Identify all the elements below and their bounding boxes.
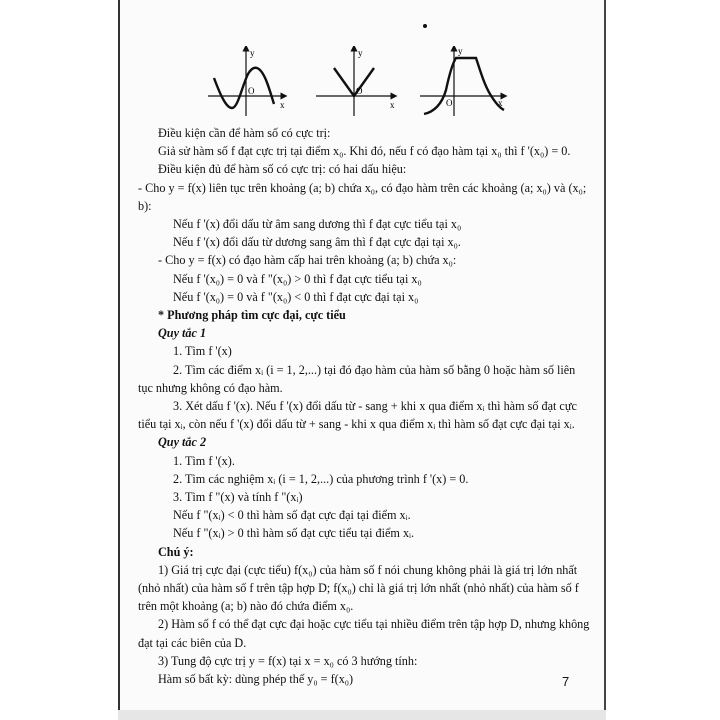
axis-x-label: x	[280, 100, 285, 110]
text-line: 2) Hàm số f có thể đạt cực đại hoặc cực tiểu tại nhiều điểm trên tập hợp D, nhưng không đạt tại các biên của D.	[138, 617, 590, 650]
body-text	[138, 124, 590, 688]
axis-x-label-2: x	[390, 100, 395, 110]
text-line: 3. Tìm f "(x) và tính f "(xᵢ)	[173, 490, 303, 505]
text-line: 1) Giá trị cực đại (cực tiểu) f(x₀) của hàm số f nói chung không phải là giá trị lớn nhất (nhỏ nhất) của hàm số f trên tập hợp D; f(x₀) chỉ là giá trị lớn nhất (nhỏ nhất) của hàm số f trên một khoảng (a; b) nào đó chứa điểm x₀.	[138, 562, 579, 614]
page-edge	[118, 710, 606, 720]
text-line: Nếu f '(x) đổi dấu từ dương sang âm thì f đạt cực đại tại x₀.	[173, 235, 461, 250]
text-line: Điều kiện cần để hàm số có cực trị:	[158, 126, 331, 140]
rule-heading: Quy tắc 2	[158, 435, 207, 450]
graph-abs	[316, 48, 395, 116]
origin-label-2: O	[356, 86, 363, 96]
axis-y-label: y	[250, 48, 255, 58]
graph-cubic	[208, 48, 285, 116]
text-line: 1. Tìm f '(x)	[173, 344, 232, 359]
origin-label-3: O	[446, 98, 453, 108]
text-line: 3. Xét dấu f '(x). Nếu f '(x) đổi dấu từ - sang + khi x qua điểm xᵢ thì hàm số đạt cực tiểu tại xᵢ, còn nếu f '(x) đổi dấu từ + sang - khi x qua điểm xᵢ thì hàm số đạt cực đại tại xᵢ.	[138, 399, 577, 432]
text-line: Nếu f '(x) đổi dấu từ âm sang dương thì f đạt cực tiểu tại x₀	[173, 217, 462, 232]
axis-x-label-3: x	[498, 98, 503, 108]
note-heading: Chú ý:	[158, 544, 194, 559]
graph-piecewise	[420, 46, 504, 116]
ink-dot	[423, 24, 427, 28]
text-line: Giả sử hàm số f đạt cực trị tại điểm x₀. Khi đó, nếu f có đạo hàm tại x₀ thì f '(x₀) = 0.	[158, 144, 571, 159]
text-line: 2. Tìm các nghiệm xᵢ (i = 1, 2,...) của phương trình f '(x) = 0.	[173, 471, 469, 486]
text-line: Hàm số bất kỳ: dùng phép thế y₀ = f(x₀)	[158, 672, 354, 687]
text-line: Điều kiện đủ để hàm số có cực trị: có hai dấu hiệu:	[158, 162, 407, 177]
text-line: Nếu f '(x₀) = 0 và f "(x₀) < 0 thì f đạt cực đại tại x₀	[173, 289, 419, 304]
text-line: Nếu f "(xᵢ) > 0 thì hàm số đạt cực tiểu tại điểm xᵢ.	[173, 526, 415, 541]
axis-y-label-2: y	[358, 48, 363, 58]
origin-label: O	[248, 86, 255, 96]
section-heading: * Phương pháp tìm cực đại, cực tiểu	[158, 308, 346, 323]
text-line: - Cho y = f(x) liên tục trên khoảng (a; b) chứa x₀, có đạo hàm trên các khoảng (a; x₀) và (x₀; b):	[138, 180, 587, 213]
text-line: - Cho y = f(x) có đạo hàm cấp hai trên khoảng (a; b) chứa x₀:	[158, 253, 457, 268]
axis-y-label-3: y	[458, 46, 463, 56]
rule-heading: Quy tắc 1	[158, 326, 207, 341]
text-line: Nếu f "(xᵢ) < 0 thì hàm số đạt cực đại tại điểm xᵢ.	[173, 508, 411, 523]
text-line: 1. Tìm f '(x).	[173, 453, 235, 468]
text-line: 2. Tìm các điểm xᵢ (i = 1, 2,...) tại đó đạo hàm của hàm số bằng 0 hoặc hàm số liên tục nhưng không có đạo hàm.	[138, 362, 576, 395]
text-line: Nếu f '(x₀) = 0 và f "(x₀) > 0 thì f đạt cực tiểu tại x₀	[173, 271, 422, 286]
graphs-figure	[208, 46, 528, 118]
page-number: 7	[562, 674, 570, 689]
text-line: 3) Tung độ cực trị y = f(x) tại x = x₀ có 3 hướng tính:	[158, 653, 418, 668]
